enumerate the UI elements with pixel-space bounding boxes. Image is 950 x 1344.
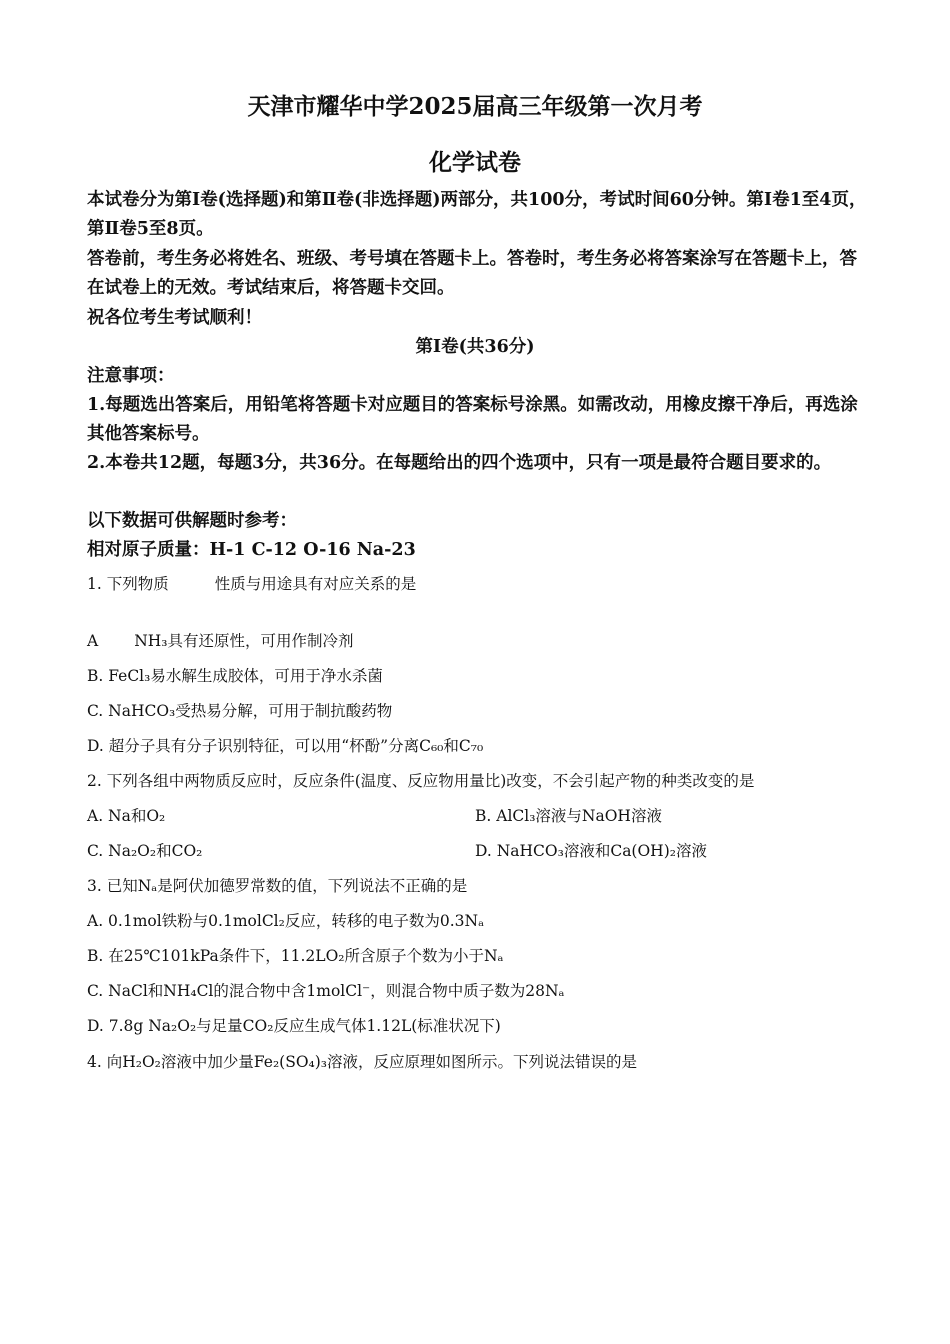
question-2-option-c: C. Na₂O₂和CO₂ — [87, 842, 203, 860]
question-3-option-c: C. NaCl和NH₄Cl的混合物中含1molCl⁻，则混合物中质子数为28Nₐ — [87, 982, 565, 1000]
question-1-stem — [87, 572, 416, 594]
option-a-text: NH₃具有还原性，可用作制冷剂 — [134, 632, 354, 650]
question-1-stem-part-b: 性质与用途具有对应关系的是 — [214, 575, 417, 593]
question-2-option-b: B. AlCl₃溶液与NaOH溶液 — [475, 807, 662, 825]
question-2-option-a: A. Na和O₂ — [87, 807, 166, 825]
question-1-option-a — [87, 629, 354, 651]
question-3-option-b: B. 在25℃101kPa条件下，11.2LO₂所含原子个数为小于Nₐ — [87, 947, 504, 965]
option-a-label: A — [87, 632, 99, 650]
question-1-option-c: C. NaHCO₃受热易分解，可用于制抗酸药物 — [87, 702, 393, 720]
intro-paragraph-1: 本试卷分为第Ⅰ卷(选择题)和第Ⅱ卷(非选择题)两部分，共100分，考试时间60分钟。第Ⅰ卷1至4页，第Ⅱ卷5至8页。 — [87, 190, 867, 239]
intro-paragraph-2: 答卷前，考生务必将姓名、班级、考号填在答题卡上。答卷时，考生务必将答案涂写在答题卡上，答在试卷上的无效。考试结束后，将答题卡交回。 — [87, 249, 857, 298]
question-4-stem: 4. 向H₂O₂溶液中加少量Fe₂(SO₄)₃溶液，反应原理如图所示。下列说法错误的是 — [87, 1053, 638, 1071]
question-2-option-d: D. NaHCO₃溶液和Ca(OH)₂溶液 — [475, 842, 707, 860]
intro-paragraph-3: 祝各位考生考试顺利！ — [87, 308, 262, 328]
atomic-mass-line: 相对原子质量：H-1 C-12 O-16 Na-23 — [87, 540, 416, 560]
question-3-option-d: D. 7.8g Na₂O₂与足量CO₂反应生成气体1.12L(标准状况下) — [87, 1017, 501, 1035]
exam-subtitle: 化学试卷 — [429, 149, 521, 176]
question-3-option-a: A. 0.1mol铁粉与0.1molCl₂反应，转移的电子数为0.3Nₐ — [87, 912, 485, 930]
notes-title: 注意事项： — [87, 366, 175, 386]
note-2: 2.本卷共12题，每题3分，共36分。在每题给出的四个选项中，只有一项是最符合题目要求的。 — [87, 453, 832, 473]
section-heading: 第Ⅰ卷(共36分) — [415, 337, 535, 357]
exam-title: 天津市耀华中学2025届高三年级第一次月考 — [247, 93, 703, 120]
question-1-option-b: B. FeCl₃易水解生成胶体，可用于净水杀菌 — [87, 667, 383, 685]
question-1-option-d: D. 超分子具有分子识别特征，可以用“杯酚”分离C₆₀和C₇₀ — [87, 737, 484, 755]
note-1: 1.每题选出答案后，用铅笔将答题卡对应题目的答案标号涂黑。如需改动，用橡皮擦干净后，再选涂其他答案标号。 — [87, 395, 858, 444]
question-2-stem: 2. 下列各组中两物质反应时，反应条件(温度、反应物用量比)改变，不会引起产物的种类改变的是 — [87, 772, 755, 790]
reference-title: 以下数据可供解题时参考： — [87, 511, 297, 531]
question-3-stem: 3. 已知Nₐ是阿伏加德罗常数的值，下列说法不正确的是 — [87, 877, 468, 895]
question-1-stem-part-a: 1. 下列物质 — [87, 575, 169, 593]
